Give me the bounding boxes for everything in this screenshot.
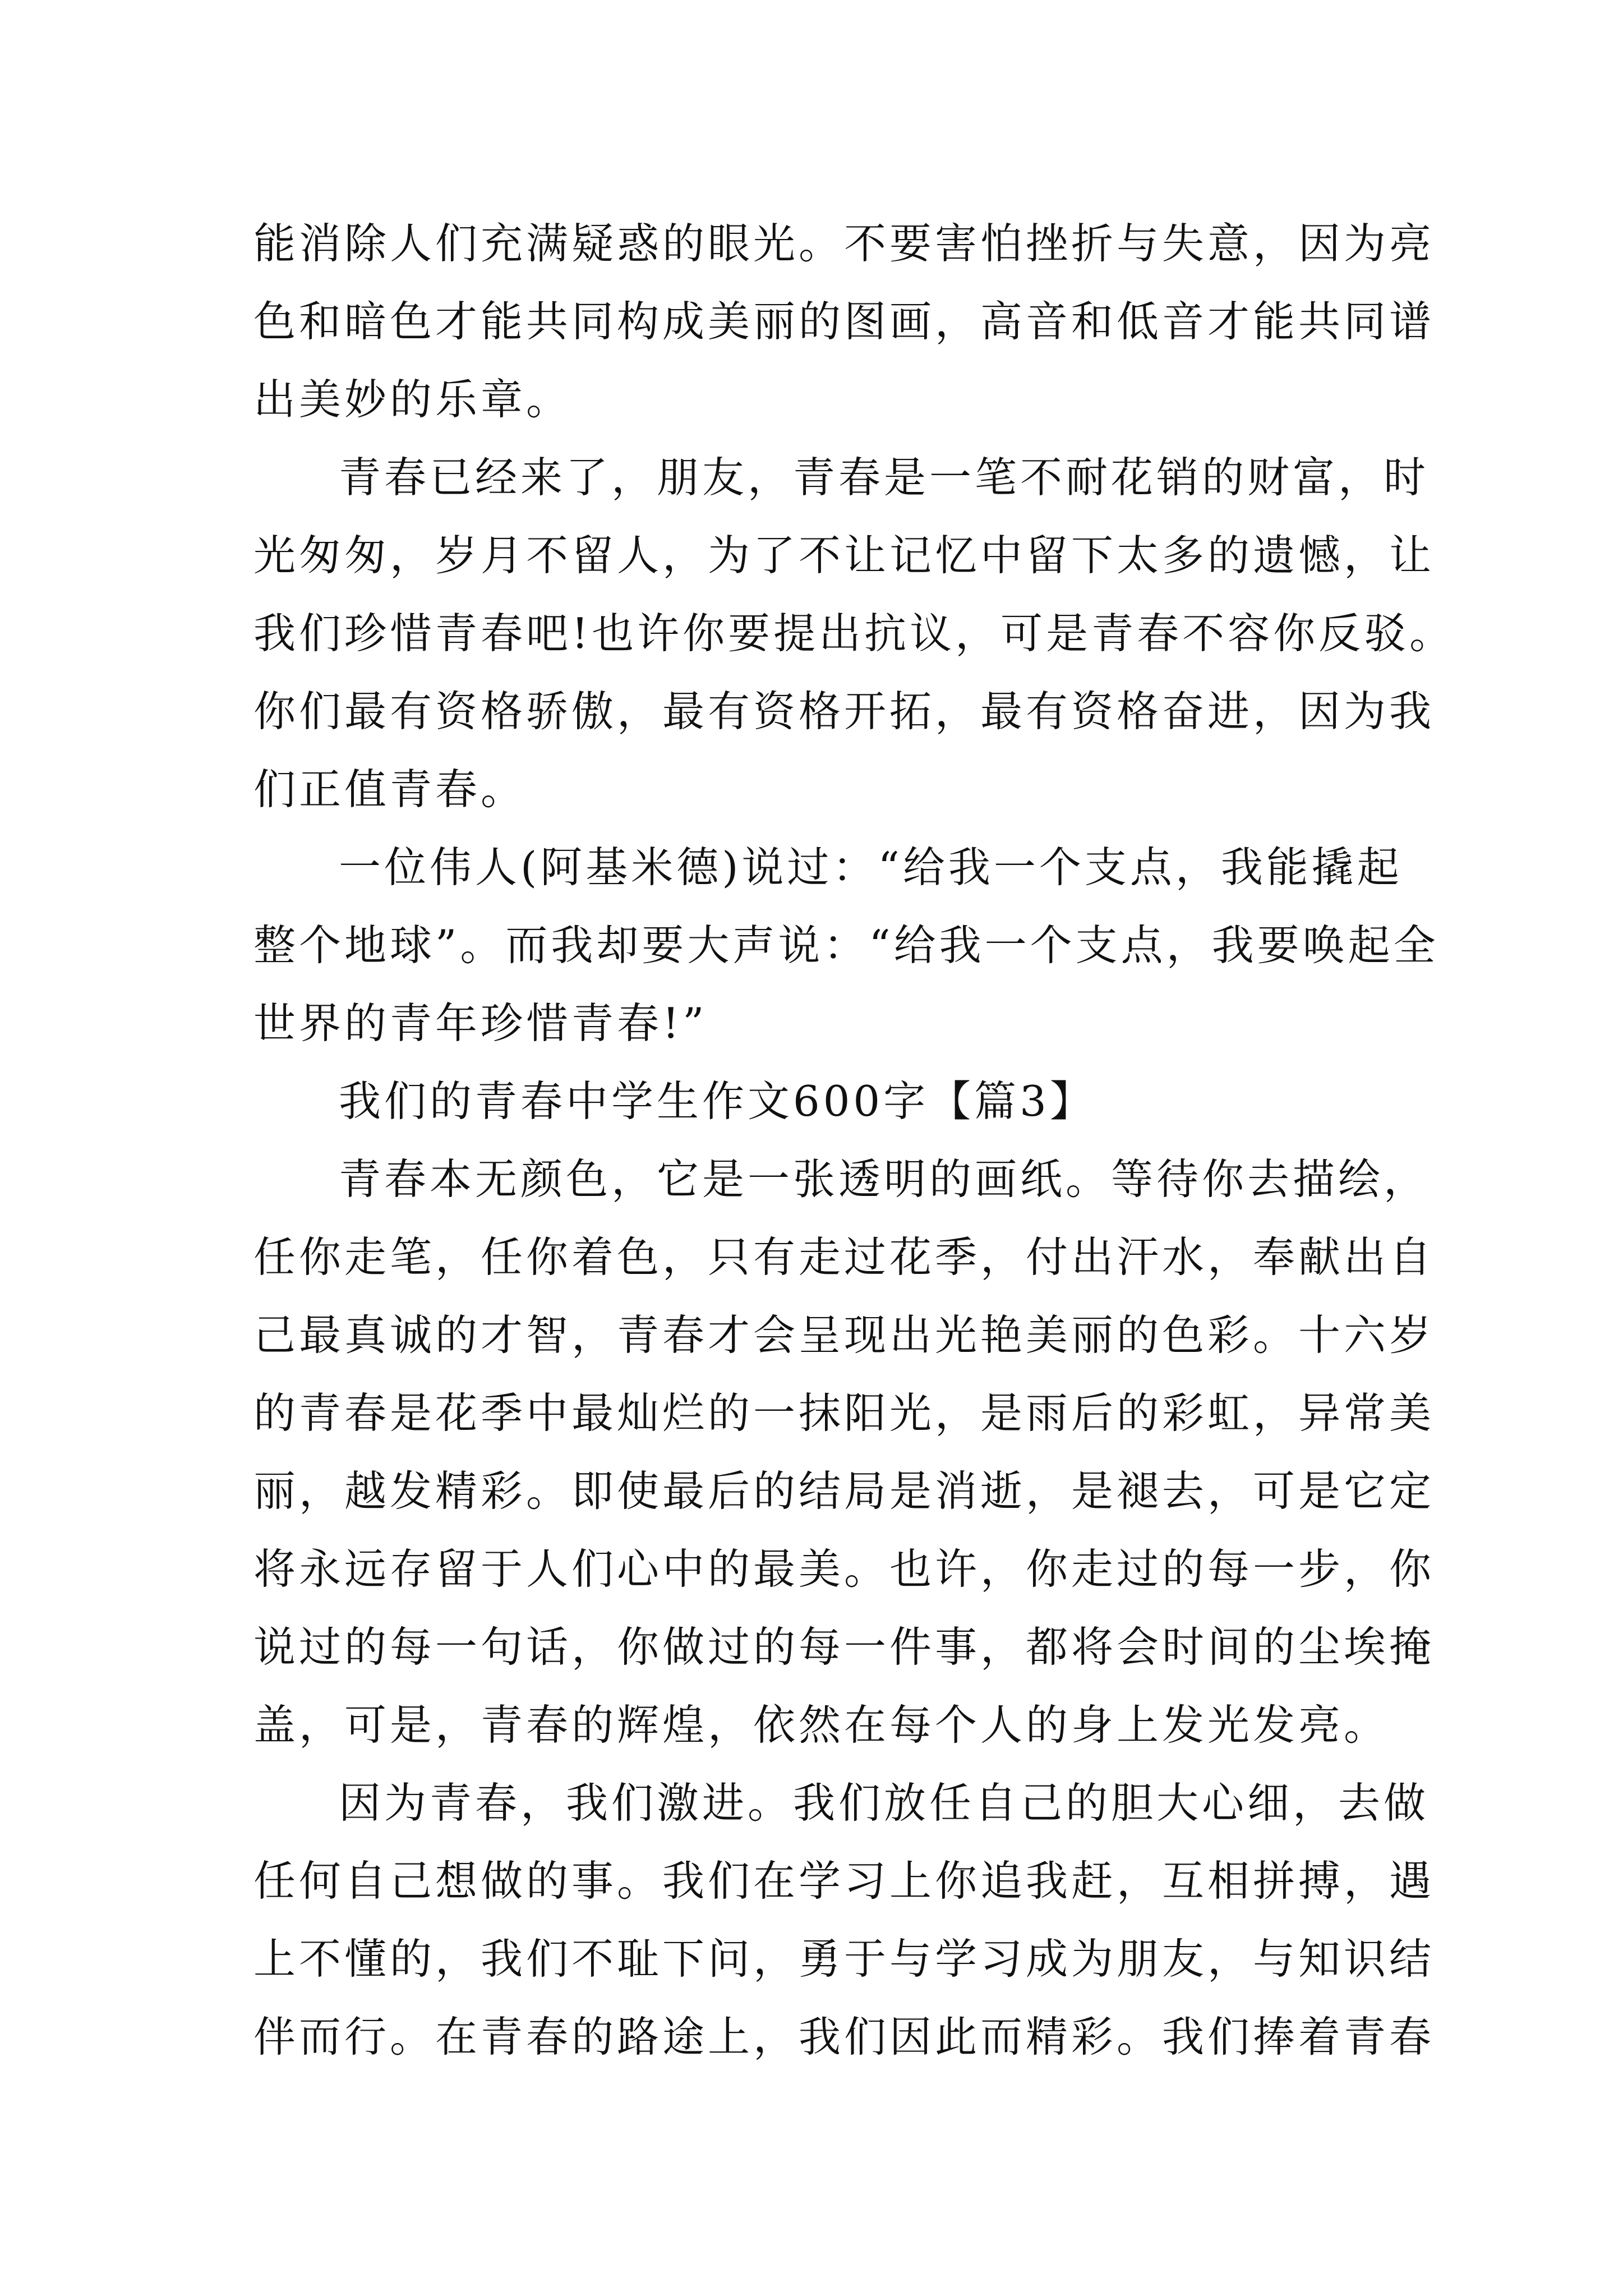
text-line: 盖，可是，青春的辉煌，依然在每个人的身上发光发亮。 (253, 1700, 1390, 1750)
text-line: 世界的青年珍惜青春!” (253, 999, 708, 1048)
text-line: 你们最有资格骄傲，最有资格开拓，最有资格奋进，因为我 (253, 687, 1435, 736)
paragraph-start-line: 一位伟人(阿基米德)说过：“给我一个支点，我能撬起 (339, 843, 1403, 892)
text-line: 丽，越发精彩。即使最后的结局是消逝，是褪去，可是它定 (253, 1466, 1435, 1516)
text-line: 出美妙的乐章。 (253, 375, 572, 424)
text-line: 整个地球”。而我却要大声说：“给我一个支点，我要唤起全 (253, 921, 1439, 970)
text-line: 能消除人们充满疑惑的眼光。不要害怕挫折与失意，因为亮 (253, 219, 1435, 268)
text-line: 的青春是花季中最灿烂的一抹阳光，是雨后的彩虹，异常美 (253, 1388, 1435, 1438)
text-line: 色和暗色才能共同构成美丽的图画，高音和低音才能共同谱 (253, 297, 1435, 346)
text-line: 上不懂的，我们不耻下问，勇于与学习成为朋友，与知识结 (253, 1934, 1435, 1984)
text-line: 说过的每一句话，你做过的每一件事，都将会时间的尘埃掩 (253, 1622, 1435, 1672)
paragraph-start-line: 青春已经来了，朋友，青春是一笔不耐花销的财富，时 (339, 453, 1430, 502)
article-body (253, 205, 1455, 2076)
text-line: 伴而行。在青春的路途上，我们因此而精彩。我们捧着青春 (253, 2012, 1435, 2062)
text-line: 己最真诚的才智，青春才会呈现出光艳美丽的色彩。十六岁 (253, 1310, 1435, 1360)
paragraph-start-line: 青春本无颜色，它是一张透明的画纸。等待你去描绘， (339, 1154, 1430, 1204)
text-line: 任你走笔，任你着色，只有走过花季，付出汗水，奉献出自 (253, 1232, 1435, 1282)
text-line: 们正值青春。 (253, 765, 527, 814)
text-line: 将永远存留于人们心中的最美。也许，你走过的每一步，你 (253, 1544, 1435, 1594)
text-line: 任何自己想做的事。我们在学习上你追我赶，互相拼搏，遇 (253, 1856, 1435, 1906)
text-line: 光匆匆，岁月不留人，为了不让记忆中留下太多的遗憾，让 (253, 531, 1435, 580)
section-heading: 我们的青春中学生作文600字【篇3】 (339, 1076, 1095, 1126)
text-line: 我们珍惜青春吧!也许你要提出抗议，可是青春不容你反驳。 (253, 609, 1455, 658)
paragraph-start-line: 因为青春，我们激进。我们放任自己的胆大心细，去做 (339, 1778, 1430, 1828)
